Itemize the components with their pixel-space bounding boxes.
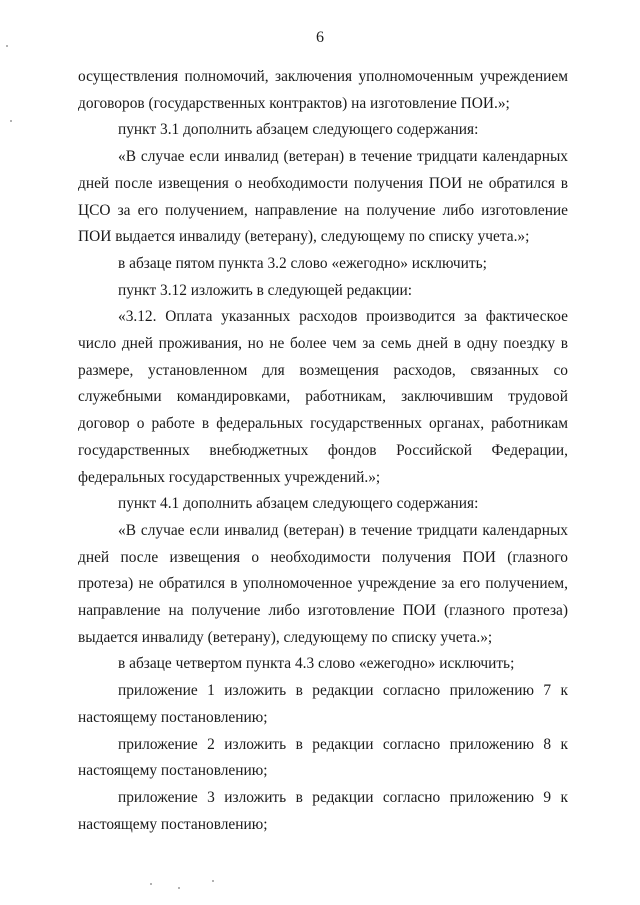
scan-speck [178, 887, 180, 889]
paragraph-appendix-3: приложение 3 изложить в редакции согласно приложению 9 к настоящему постановлению; [78, 788, 568, 833]
paragraph-appendix-1: приложение 1 изложить в редакции согласно приложению 7 к настоящему постановлению; [78, 682, 568, 726]
document-body [78, 64, 568, 838]
scan-speck [150, 883, 152, 885]
page-number: 6 [316, 29, 324, 46]
scan-speck [212, 880, 214, 882]
paragraph-appendix-2: приложение 2 изложить в редакции согласно приложению 8 к настоящему постановлению; [78, 735, 568, 780]
paragraph-quote-3-12: «3.12. Оплата указанных расходов производится за фактическое число дней проживания, но не более чем за семь дней в одну поездку в размере, установленном для возмещения расходов, связанных со служебными командировками, работникам, заключившим трудовой договор о работе в федеральных государственных органах, работникам государственных внебюджетных фондов Российской Федерации, федеральных государственных учреждений.»; [78, 308, 568, 486]
paragraph-quote-3-1: «В случае если инвалид (ветеран) в течение тридцати календарных дней после извещения о необходимости получения ПОИ не обратился в ЦСО за его получением, направление на получение либо изготовление ПОИ выдается инвалиду (ветерану), следующему по списку учета.»; [78, 148, 568, 246]
paragraph-quote-4-1: «В случае если инвалид (ветеран) в течение тридцати календарных дней после извещения о необходимости получения ПОИ (глазного протеза) не обратился в уполномоченное учреждение за его получением, направление на получение либо изготовление ПОИ (глазного протеза) выдается инвалиду (ветерану), следующему по списку учета.»; [78, 521, 568, 646]
scan-speck [10, 120, 12, 122]
paragraph-amend-3-1: пункт 3.1 дополнить абзацем следующего содержания: [118, 121, 479, 139]
paragraph-amend-4-3: в абзаце четвертом пункта 4.3 слово «ежегодно» исключить; [118, 655, 515, 673]
paragraph-continuation: осуществления полномочий, заключения уполномоченным учреждением договоров (государственных контрактов) на изготовление ПОИ.»; [78, 68, 568, 112]
paragraph-amend-3-2: в абзаце пятом пункта 3.2 слово «ежегодно» исключить; [118, 254, 487, 272]
scan-speck [6, 45, 8, 47]
paragraph-amend-4-1: пункт 4.1 дополнить абзацем следующего содержания: [118, 495, 479, 513]
paragraph-amend-3-12: пункт 3.12 изложить в следующей редакции: [118, 281, 413, 299]
